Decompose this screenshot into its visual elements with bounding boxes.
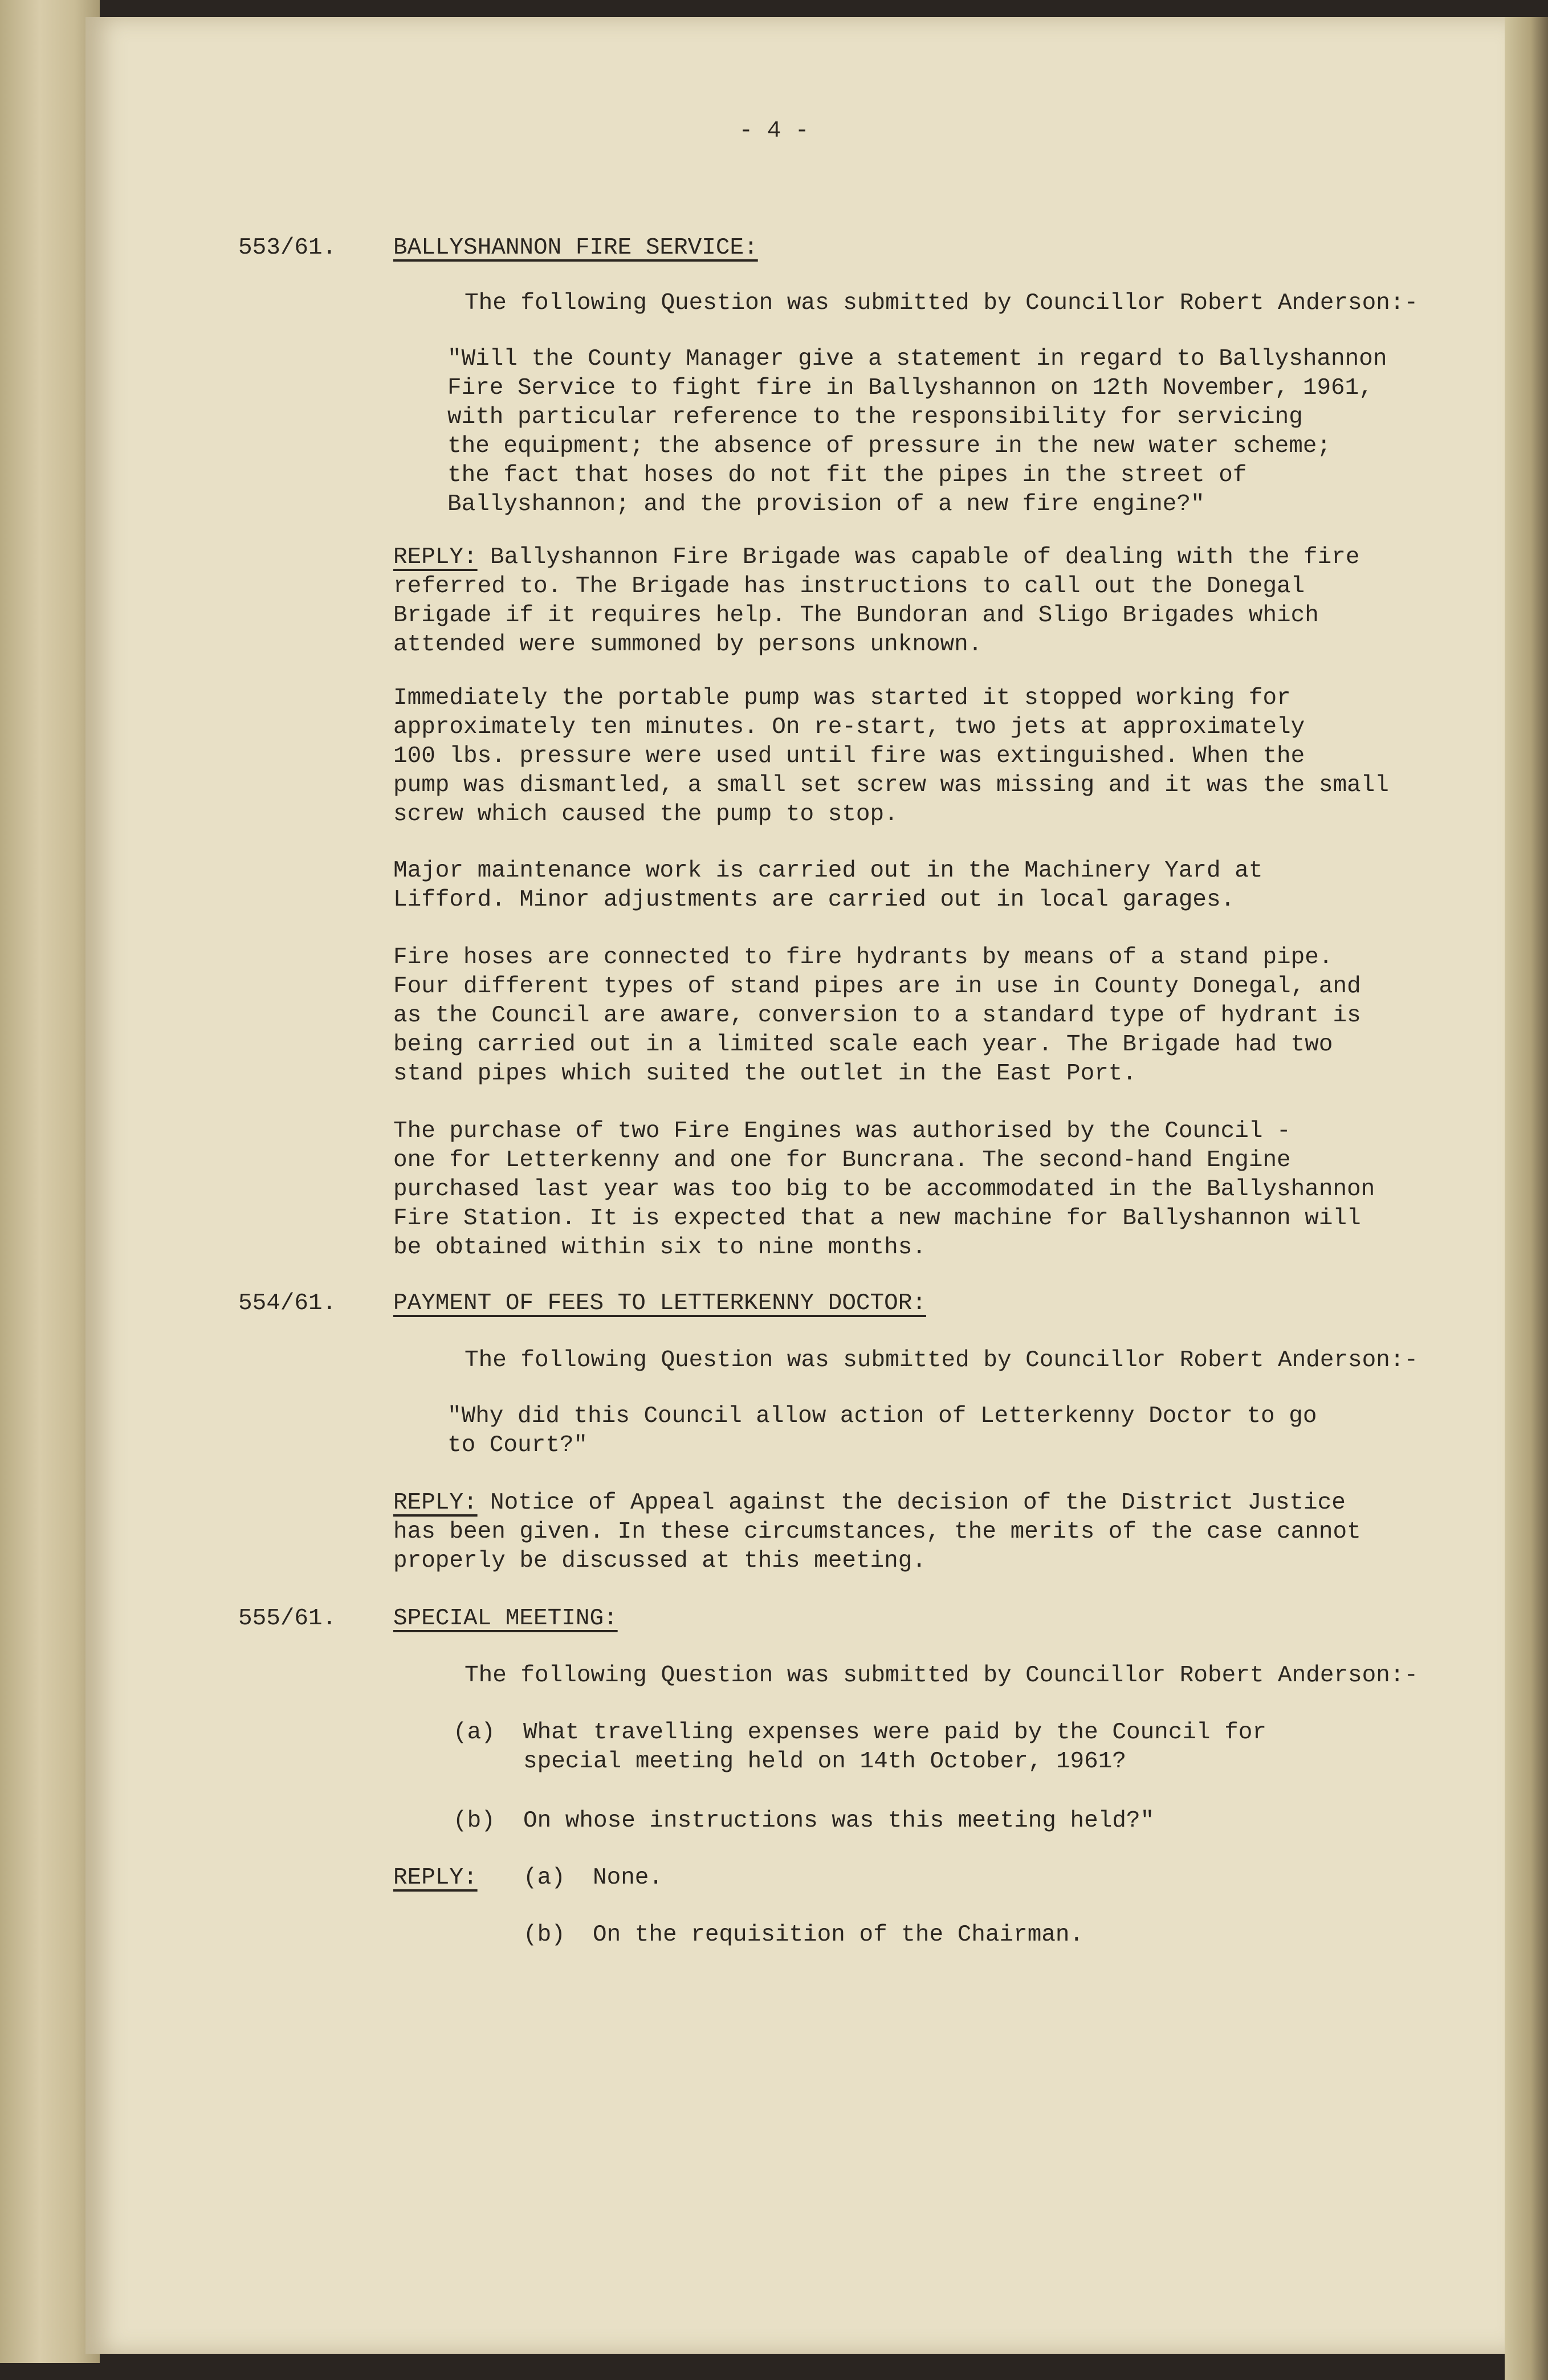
question-b-text: On whose instructions was this meeting held?" [523,1808,1155,1834]
reply-label-554: REPLY: [393,1490,478,1516]
page-number: - 4 - [739,118,809,144]
reply-a-text: None. [593,1865,663,1891]
item-heading-553: BALLYSHANNON FIRE SERVICE: [393,235,758,261]
item-heading-555: SPECIAL MEETING: [393,1605,618,1632]
question-b-label: (b) [453,1808,495,1834]
item-heading-554: PAYMENT OF FEES TO LETTERKENNY DOCTOR: [393,1290,926,1317]
item-number-553: 553/61. [238,235,337,261]
reply-text-553: Ballyshannon Fire Brigade was capable of dealing with the fire referred to. The Brigade has instructions to call out the Donegal Brigade if it requires help. The Bundoran and Sligo Brigades which attended were summoned by persons unknown. [393,544,1360,658]
question-intro-554: The following Question was submitted by Councillor Robert Anderson:- [465,1347,1419,1374]
item-number-555: 555/61. [238,1605,337,1632]
paragraph-553-3: Fire hoses are connected to fire hydrants by means of a stand pipe. Four different types of stand pipes are in use in County Donegal, and as the Council are aware, conversion to a standard type of hydrant is being carried out in a limited scale each year. The Brigade had two stand pipes which suited the outlet in the East Port. [393,944,1361,1087]
question-intro-555: The following Question was submitted by Councillor Robert Anderson:- [465,1662,1419,1689]
reply-label-555: REPLY: [393,1865,478,1891]
reply-b-text: On the requisition of the Chairman. [593,1922,1084,1948]
reply-label-553: REPLY: [393,544,478,570]
reply-b-label: (b) [523,1922,565,1948]
paragraph-553-1: Immediately the portable pump was started it stopped working for approximately ten minutes. On re-start, two jets at approximately 100 lbs. pressure were used until fire was extinguished. When the pump was dismantled, a small set screw was missing and it was the small screw which caused the pump to stop. [393,685,1389,828]
paragraph-553-2: Major maintenance work is carried out in the Machinery Yard at Lifford. Minor adjustments are carried out in local garages. [393,858,1263,913]
question-a-label: (a) [453,1719,495,1746]
item-number-554: 554/61. [238,1290,337,1317]
question-a-text: What travelling expenses were paid by the Council for special meeting held on 14th October, 1961? [523,1719,1267,1775]
paragraph-553-4: The purchase of two Fire Engines was authorised by the Council - one for Letterkenny and one for Buncrana. The second-hand Engine purchased last year was too big to be accommodated in the Ballyshannon Fire Station. It is expected that a new machine for Ballyshannon will be obtained within six to nine months. [393,1118,1375,1261]
reply-text-554: Notice of Appeal against the decision of the District Justice has been given. In these circumstances, the merits of the case cannot properly be discussed at this meeting. [393,1490,1361,1574]
question-text-553: "Will the County Manager give a statement in regard to Ballyshannon Fire Service to fight fire in Ballyshannon on 12th November, 1961, with particular reference to the responsibility for servicing the equipment; the absence of pressure in the new water scheme; the fact that hoses do not fit the pipes in the street of Ballyshannon; and the provision of a new fire engine?" [447,346,1387,517]
reply-a-label: (a) [523,1865,565,1891]
question-text-554: "Why did this Council allow action of Letterkenny Doctor to go to Court?" [447,1403,1317,1458]
question-intro-553: The following Question was submitted by Councillor Robert Anderson:- [465,290,1419,316]
